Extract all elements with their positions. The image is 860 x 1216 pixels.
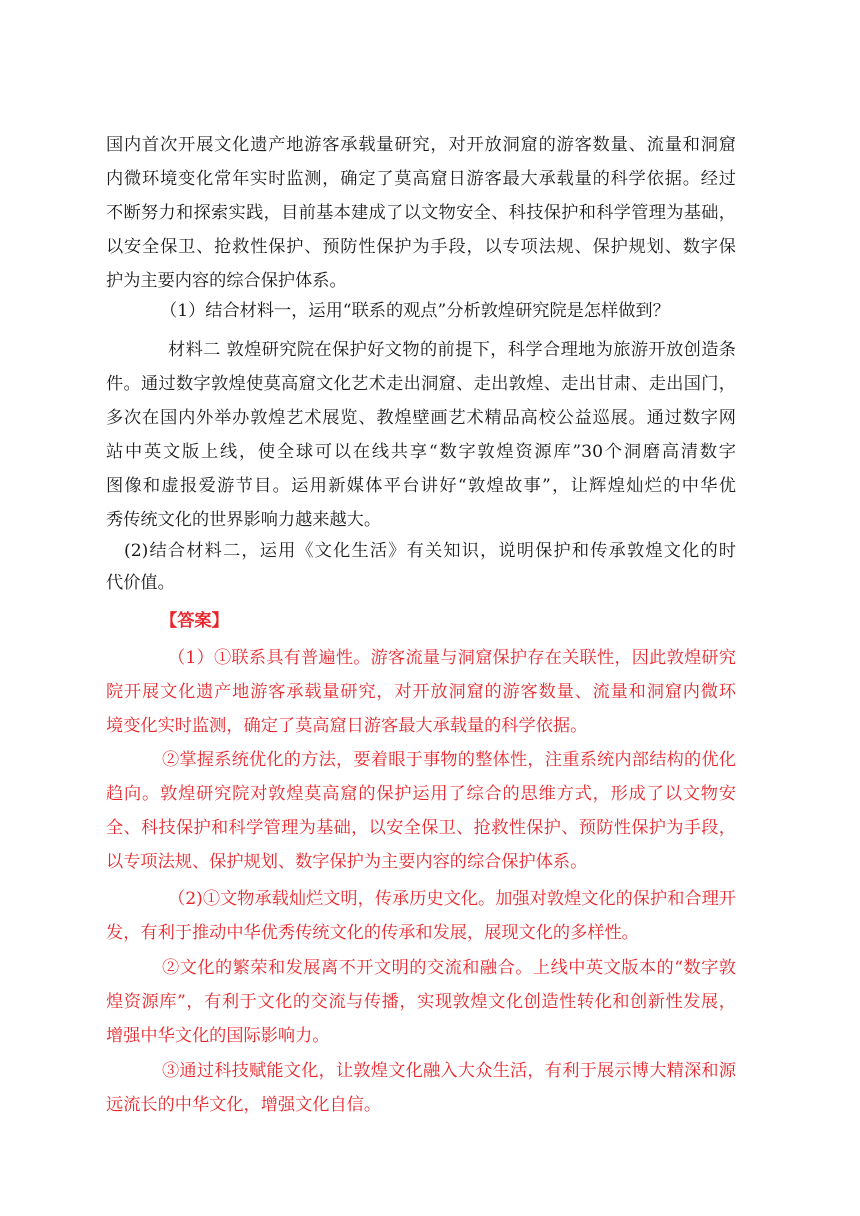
material-one-paragraph bbox=[106, 128, 736, 298]
text-line: 煌资源库”，有利于文化的交流与传播，实现敦煌文化创造性转化和创新性发展， bbox=[106, 992, 736, 1012]
text-line: 国内首次开展文化遗产地游客承载量研究，对开放洞窟的游客数量、流量和洞窟 bbox=[106, 135, 736, 155]
text-line: (2)结合材料二，运用《文化生活》有关知识，说明保护和传承敦煌文化的时 bbox=[124, 541, 736, 561]
question-one bbox=[160, 294, 736, 328]
text-line: 多次在国内外举办敦煌艺术展览、教煌壁画艺术精品高校公益巡展。通过数字网 bbox=[106, 408, 736, 428]
answer-label: 【答案】 bbox=[160, 611, 229, 631]
text-line: 全、科技保护和科学管理为基础，以安全保卫、抢救性保护、预防性保护为手段， bbox=[106, 818, 736, 838]
text-line: ②文化的繁荣和发展离不开文明的交流和融合。上线中英文版本的“数字敦 bbox=[162, 958, 736, 978]
text-line: 以专项法规、保护规划、数字保护为主要内容的综合保护体系。 bbox=[106, 852, 588, 872]
text-line: ②掌握系统优化的方法，要着眼于事物的整体性，注重系统内部结构的优化 bbox=[162, 750, 736, 770]
text-line: 趋向。敦煌研究院对敦煌莫高窟的保护运用了综合的思维方式，形成了以文物安 bbox=[106, 784, 736, 804]
answer-two-point-two bbox=[106, 951, 736, 1053]
text-line: 材料二 敦煌研究院在保护好文物的前提下，科学合理地为旅游开放创造条 bbox=[168, 340, 736, 360]
text-line: 院开展文化遗产地游客承载量研究，对开放洞窟的游客数量、流量和洞窟内微环 bbox=[106, 682, 736, 702]
question-two bbox=[124, 534, 736, 568]
text-line: 以安全保卫、抢救性保护、预防性保护为手段，以专项法规、保护规划、数字保 bbox=[106, 237, 736, 257]
text-line: 秀传统文化的世界影响力越来越大。 bbox=[106, 510, 382, 530]
text-line: 站中英文版上线，使全球可以在线共享“数字敦煌资源库”30个洞磨高清数字 bbox=[106, 442, 736, 462]
text-line: 不断努力和探索实践，目前基本建成了以文物安全、科技保护和科学管理为基础， bbox=[106, 203, 736, 223]
answer-two-point-three bbox=[106, 1054, 736, 1122]
question-one-text: （1）结合材料一，运用“联系的观点”分析敦煌研究院是怎样做到？ bbox=[160, 301, 670, 321]
text-line: 件。通过数字敦煌使莫高窟文化艺术走出洞窟、走出敦煌、走出甘肃、走出国门， bbox=[106, 374, 736, 394]
text-line: 境变化实时监测，确定了莫高窟日游客最大承载量的科学依据。 bbox=[106, 716, 588, 736]
text-line: 护为主要内容的综合保护体系。 bbox=[106, 271, 347, 291]
text-line: ③通过科技赋能文化，让敦煌文化融入大众生活，有利于展示博大精深和源 bbox=[162, 1061, 736, 1081]
answer-two-point-one bbox=[106, 882, 736, 950]
answer-one-point-two bbox=[106, 743, 736, 879]
question-two-cont bbox=[106, 566, 736, 600]
text-line: （2)①文物承载灿烂文明，传承历史文化。加强对敦煌文化的保护和合理开 bbox=[168, 889, 736, 909]
answer-one-point-one bbox=[106, 641, 736, 743]
text-line: 发，有利于推动中华优秀传统文化的传承和发展，展现文化的多样性。 bbox=[106, 923, 639, 943]
text-line: 代价值。 bbox=[106, 573, 175, 593]
text-line: 内微环境变化常年实时监测，确定了莫高窟日游客最大承载量的科学依据。经过 bbox=[106, 169, 736, 189]
text-line: （1）①联系具有普遍性。游客流量与洞窟保护存在关联性，因此敦煌研究 bbox=[168, 648, 736, 668]
text-line: 图像和虚报爱游节目。运用新媒体平台讲好“敦煌故事”，让辉煌灿烂的中华优 bbox=[106, 476, 736, 496]
material-two-paragraph bbox=[106, 333, 736, 537]
text-line: 增强中华文化的国际影响力。 bbox=[106, 1026, 330, 1046]
text-line: 远流长的中华文化，增强文化自信。 bbox=[106, 1095, 382, 1115]
answer-heading bbox=[160, 604, 360, 638]
